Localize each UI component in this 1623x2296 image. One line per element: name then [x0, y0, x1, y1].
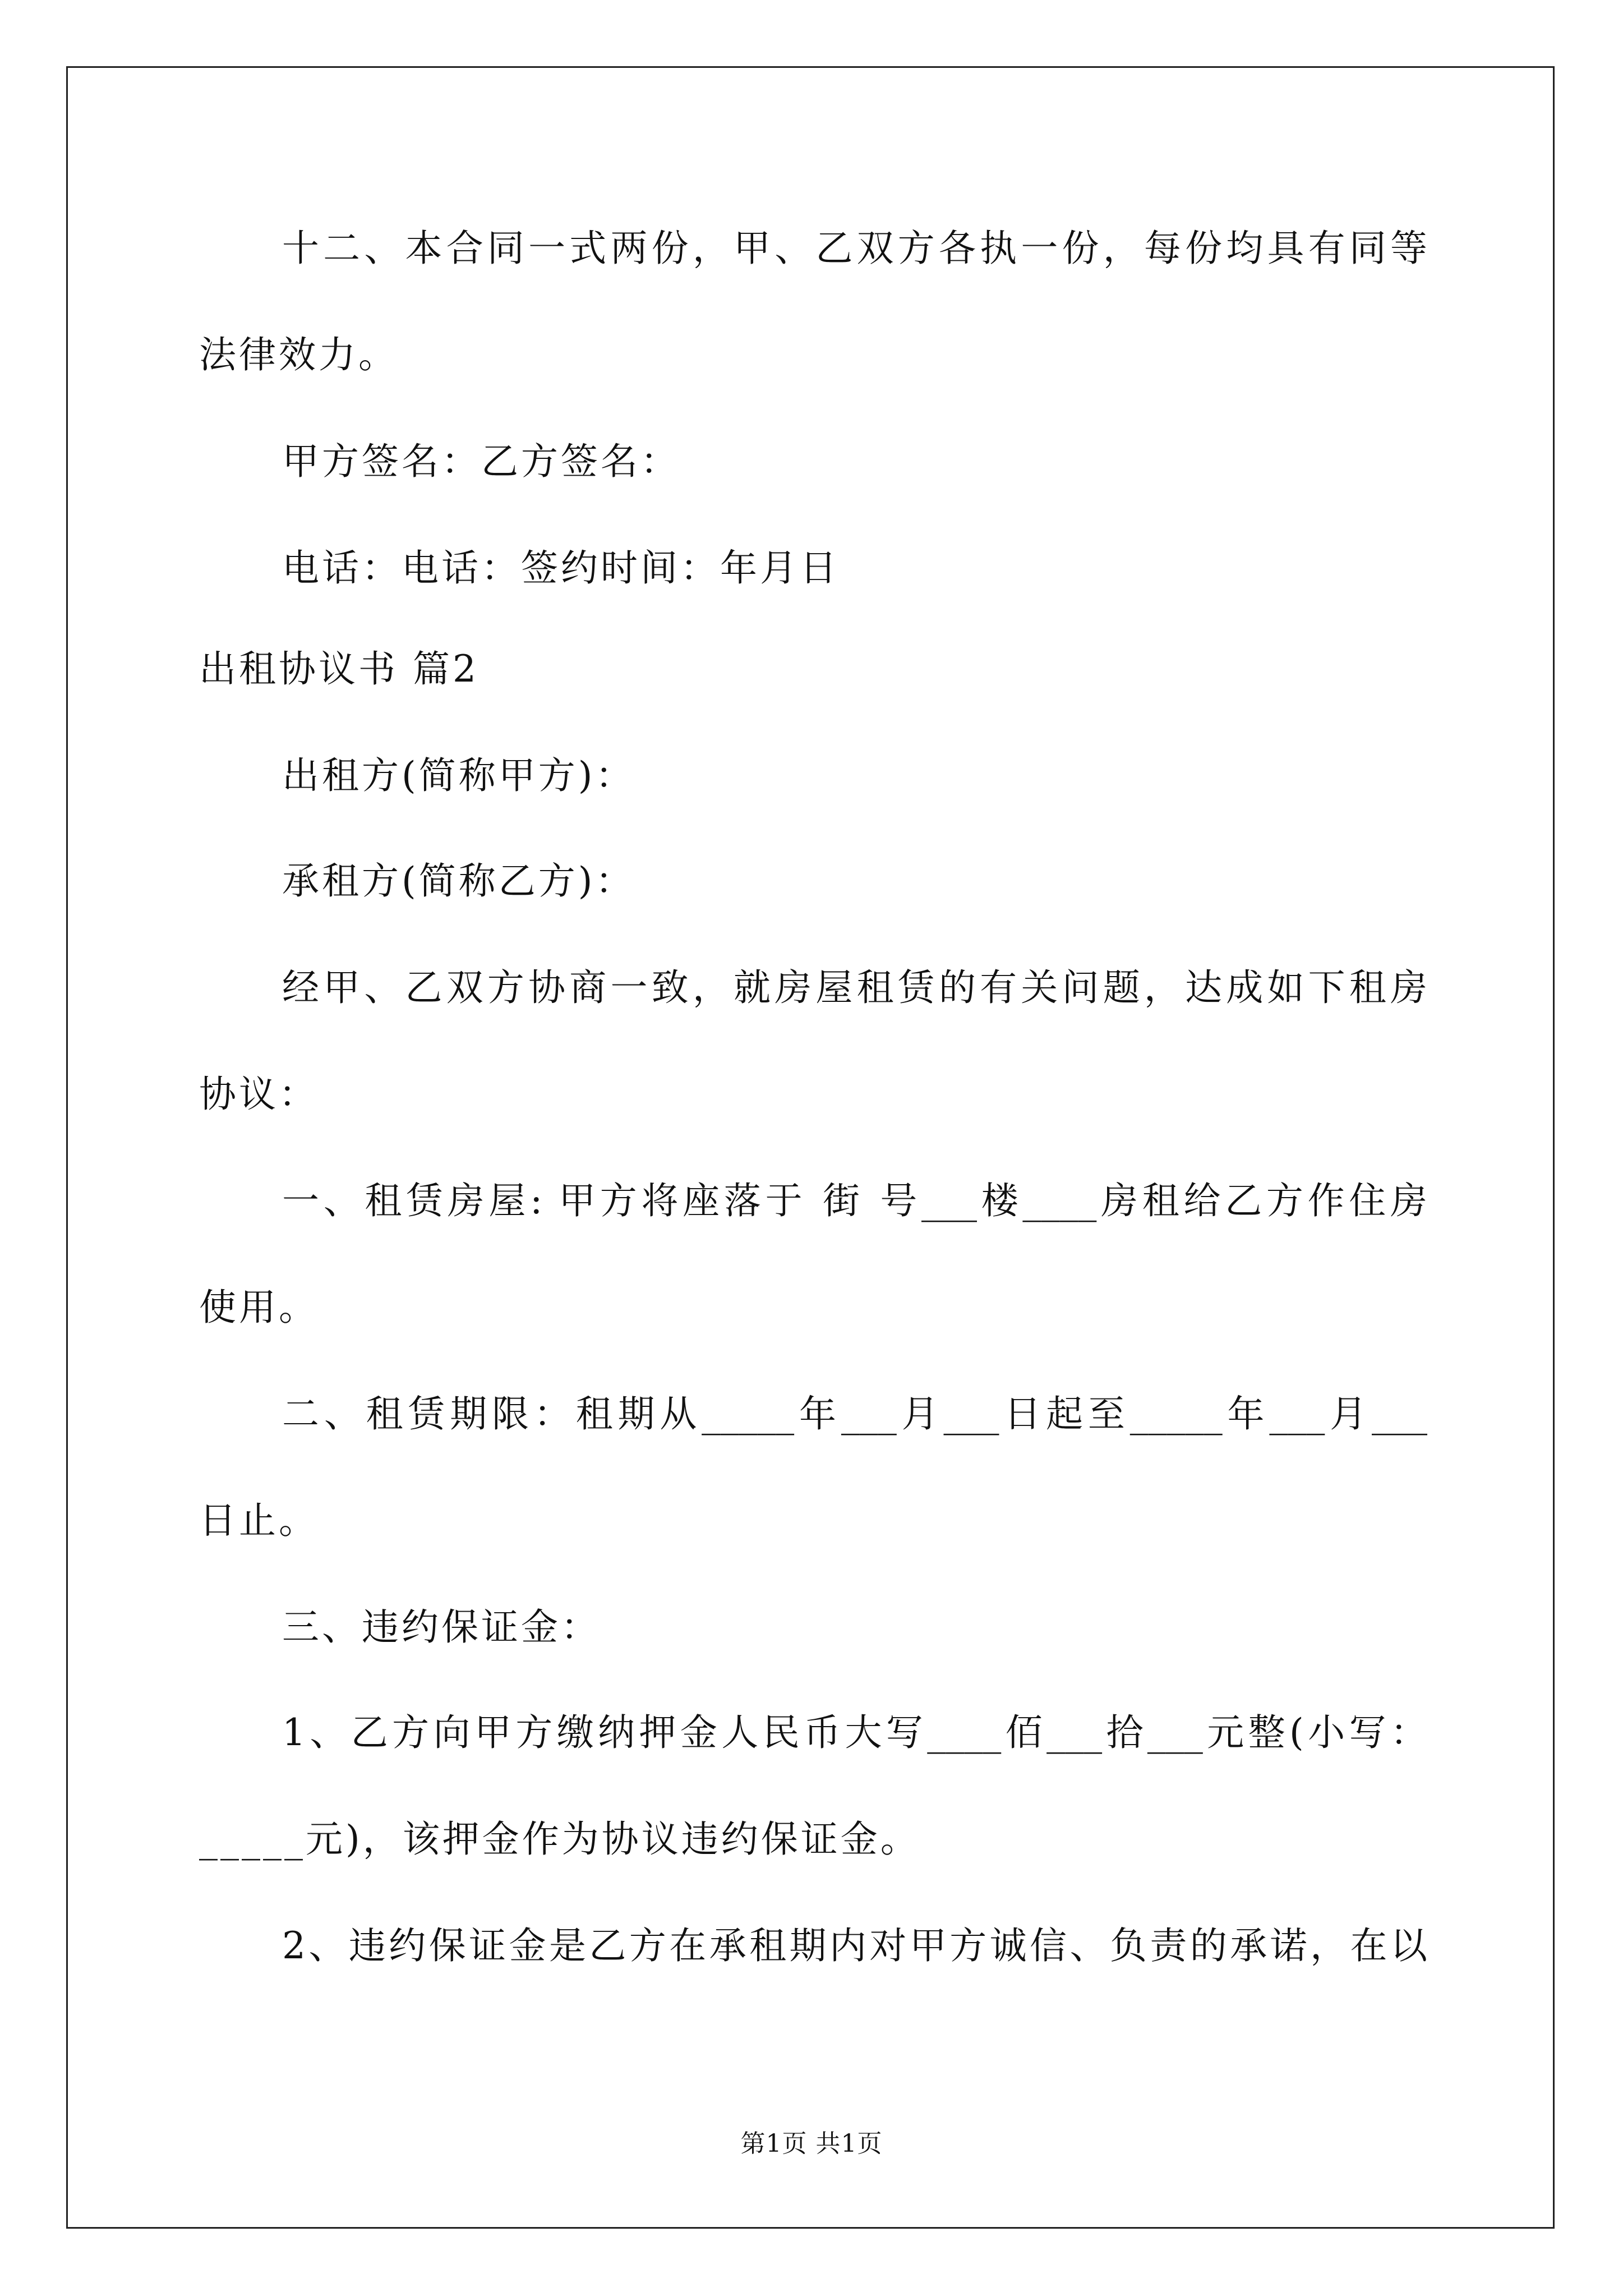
paragraph-line: 一、租赁房屋: 甲方将座落于 街 号___楼____房租给乙方作住房: [282, 1179, 1427, 1222]
paragraph-line: 经甲、乙双方协商一致，就房屋租赁的有关问题，达成如下租房: [282, 966, 1427, 1009]
paragraph-line: 日止。: [199, 1499, 319, 1542]
page-footer: 第1页 共1页: [740, 2129, 883, 2158]
paragraph-line: 三、违约保证金：: [282, 1605, 601, 1649]
section-heading: 出租协议书 篇2: [199, 647, 479, 691]
paragraph-line: 十二、本合同一式两份，甲、乙双方各执一份，每份均具有同等: [282, 227, 1427, 270]
paragraph-line: 二、租赁期限：租期从_____年___月___日起至_____年___月___: [282, 1392, 1427, 1435]
paragraph-line: 协议：: [199, 1073, 319, 1116]
paragraph-line: 出租方(简称甲方)：: [282, 754, 635, 797]
paragraph-line: 法律效力。: [199, 333, 398, 376]
page-border: [66, 66, 1555, 2229]
paragraph-line: 承租方(简称乙方)：: [282, 859, 635, 903]
signature-line: 甲方签名：乙方签名：: [282, 440, 680, 483]
paragraph-line: 1、乙方向甲方缴纳押金人民币大写____佰___拾___元整(小写：: [282, 1711, 1427, 1754]
contact-line: 电话：电话：签约时间：年月日: [282, 546, 840, 590]
paragraph-line: 使用。: [199, 1286, 319, 1329]
paragraph-line: _____元)，该押金作为协议违约保证金。: [199, 1818, 920, 1861]
paragraph-line: 2、违约保证金是乙方在承租期内对甲方诚信、负责的承诺，在以: [282, 1924, 1427, 1967]
